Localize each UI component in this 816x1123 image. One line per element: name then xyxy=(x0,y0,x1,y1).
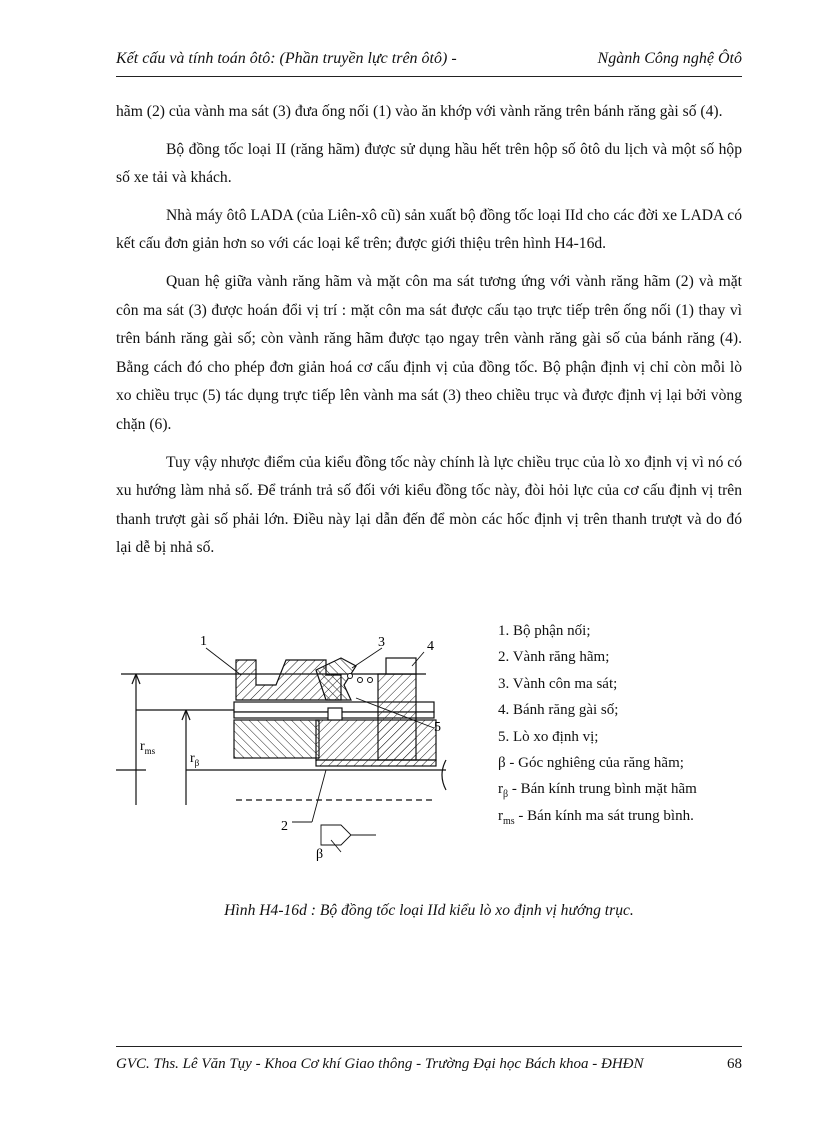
label-1: 1 xyxy=(200,634,207,649)
label-r-beta: $r_\beta$ xyxy=(190,751,200,768)
label-r-ms: $r_{ms}$ xyxy=(140,739,156,756)
legend-item: 2. Vành răng hãm; xyxy=(498,649,610,666)
header-right: Ngành Công nghệ Ôtô xyxy=(597,50,742,67)
synchronizer-diagram xyxy=(116,630,496,870)
paragraph: Bộ đồng tốc loại II (răng hãm) được sử dụng hầu hết trên hộp số ôtô du lịch và một số hộp số xe tải và khách. xyxy=(116,140,742,187)
spring-part-5 xyxy=(348,674,373,683)
header-rule xyxy=(116,76,742,77)
legend-item: 4. Bánh răng gài số; xyxy=(498,702,619,719)
label-beta: β xyxy=(316,847,324,862)
label-3: 3 xyxy=(378,635,385,650)
legend-item: 1. Bộ phận nối; xyxy=(498,623,591,639)
figure-legend xyxy=(498,618,758,829)
legend-item: 5. Lò xo định vị; xyxy=(498,728,599,745)
page-header xyxy=(116,50,742,72)
header-left: Kết cấu và tính toán ôtô: (Phần truyền lực trên ôtô) - xyxy=(116,50,457,67)
paragraph: hãm (2) của vành ma sát (3) đưa ống nối (1) vào ăn khớp với vành răng trên bánh răng gài số (4). xyxy=(116,103,723,120)
paragraph: Tuy vậy nhược điểm của kiểu đồng tốc này chính là lực chiều trục của lò xo định vị vì nó có xu hướng làm nhả số. Để tránh trả số đối với kiểu đồng tốc này, đòi hỏi lực của cơ cấu định vị trên thanh trượt gài số phải lớn. Điều này lại dẫn đến để mòn các hốc định vị trên thanh trượt và do đó lại dễ bị nhả số. xyxy=(116,453,742,557)
legend-item-r-beta: $r_\beta$ - Bán kính trung bình mặt hãm xyxy=(498,781,697,801)
label-5: 5 xyxy=(434,720,441,735)
page-number: 68 xyxy=(727,1056,742,1072)
legend-item: 3. Vành côn ma sát; xyxy=(498,675,618,692)
footer-author: GVC. Ths. Lê Văn Tụy - Khoa Cơ khí Giao thông - Trường Đại học Bách khoa - ĐHĐN xyxy=(116,1056,644,1072)
paragraph: Nhà máy ôtô LADA (của Liên-xô cũ) sản xuất bộ đồng tốc loại IId cho các đời xe LADA có kết cấu đơn giản hơn so với các loại kể trên; được giới thiệu trên hình H4-16d. xyxy=(116,206,742,253)
footer-rule xyxy=(116,1046,742,1047)
figure-caption: Hình H4-16d : Bộ đồng tốc loại IId kiểu lò xo định vị hướng trục. xyxy=(224,902,634,919)
body-text xyxy=(116,98,742,572)
legend-item: β - Góc nghiêng của răng hãm; xyxy=(498,754,684,771)
legend-item-r-ms: $r_{ms}$ - Bán kính ma sát trung bình. xyxy=(498,807,694,827)
label-2: 2 xyxy=(281,819,288,834)
paragraph: Quan hệ giữa vành răng hãm và mặt côn ma sát tương ứng với vành răng hãm (2) và mặt côn ma sát (3) được hoán đổi vị trí : mặt côn ma sát được cấu tạo trực tiếp trên ống nối (1) thay vì trên bánh răng gài số; còn vành răng hãm được tạo ngay trên vành răng gài số của bánh răng (4). Bằng cách đó cho phép đơn giản hoá cơ cấu định vị của đồng tốc. Bộ phận định vị chỉ còn mỗi lò xo chiều trục (5) tác dụng trực tiếp lên vành ma sát (3) theo chiều trục và được định vị lại bởi vòng chặn (6). xyxy=(116,272,742,433)
label-4: 4 xyxy=(427,639,434,654)
